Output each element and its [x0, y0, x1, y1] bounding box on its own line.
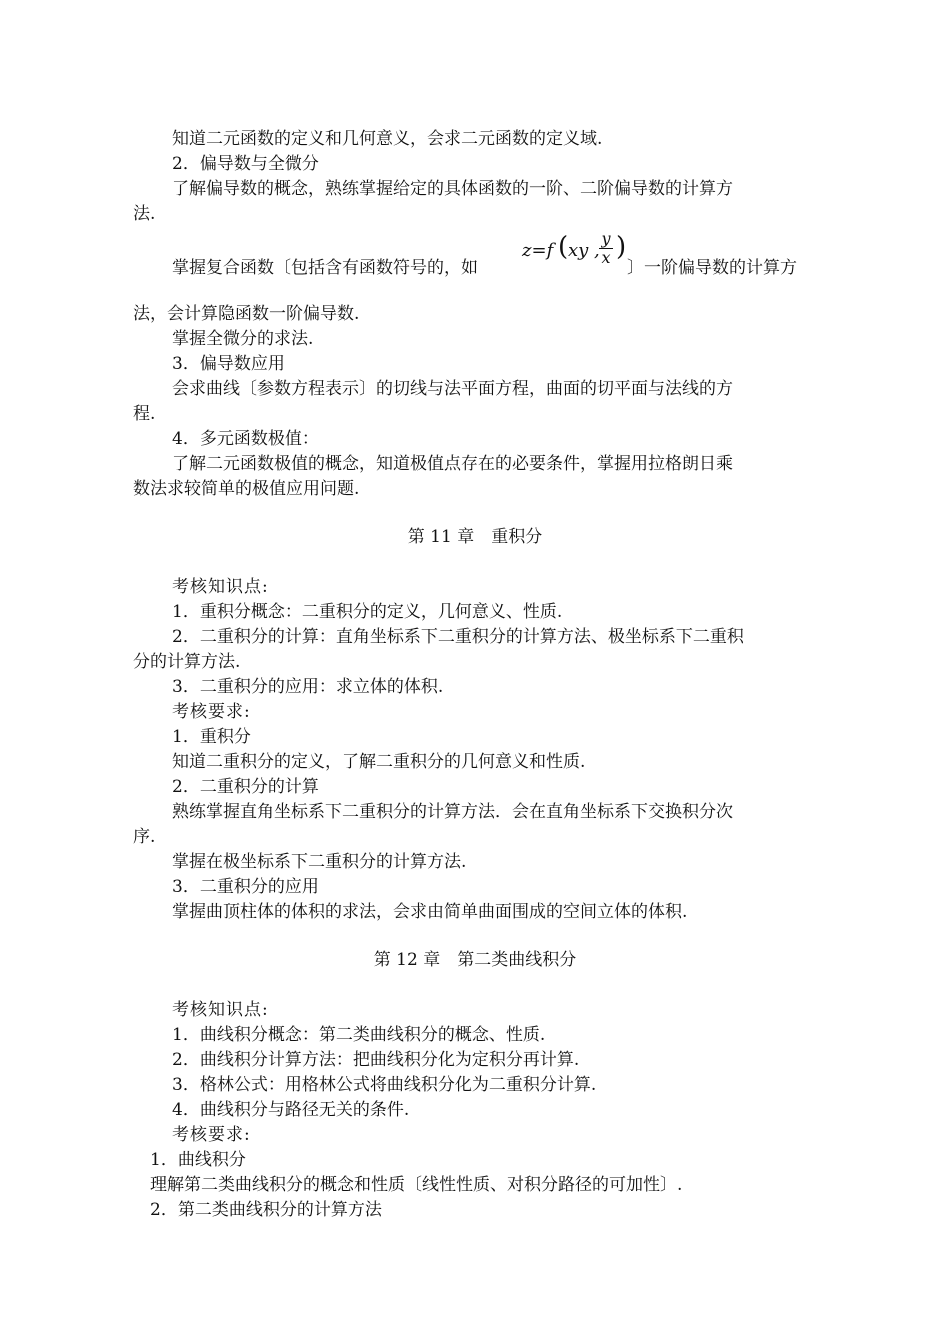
- text-line: 3．二重积分的应用: [172, 877, 319, 897]
- section-label: 考核要求:: [172, 1125, 251, 1145]
- text-line: 〕一阶偏导数的计算方: [627, 258, 797, 278]
- chapter-12-title: 第 12 章 第二类曲线积分: [373, 950, 577, 970]
- formula-paren-open: (: [558, 232, 569, 262]
- text-line: 4．曲线积分与路径无关的条件.: [172, 1100, 410, 1120]
- text-line: 3．偏导数应用: [172, 354, 285, 374]
- text-line: 掌握复合函数〔包括含有函数符号的，如: [172, 258, 478, 278]
- text-line: 掌握在极坐标系下二重积分的计算方法.: [172, 852, 467, 872]
- text-line: 2．曲线积分计算方法：把曲线积分化为定积分再计算.: [172, 1050, 580, 1070]
- text-line: 数法求较简单的极值应用问题.: [133, 479, 360, 499]
- text-line: 分的计算方法.: [133, 652, 241, 672]
- text-line: 了解偏导数的概念，熟练掌握给定的具体函数的一阶、二阶偏导数的计算方: [172, 179, 733, 199]
- text-line: 掌握全微分的求法.: [172, 329, 314, 349]
- formula: [522, 230, 632, 274]
- text-line: 1．重积分: [172, 727, 251, 747]
- text-line: 法，会计算隐函数一阶偏导数.: [133, 304, 360, 324]
- formula-fraction: [599, 230, 613, 267]
- text-line: 程.: [133, 404, 156, 424]
- text-line: 3．格林公式：用格林公式将曲线积分化为二重积分计算.: [172, 1075, 597, 1095]
- text-line: 2．二重积分的计算：直角坐标系下二重积分的计算方法、极坐标系下二重积: [172, 627, 744, 647]
- text-line: 理解第二类曲线积分的概念和性质〔线性性质、对积分路径的可加性〕.: [150, 1175, 683, 1195]
- formula-lhs: z=f: [522, 240, 554, 261]
- text-line: 4．多元函数极值：: [172, 429, 319, 449]
- text-line: 1．重积分概念：二重积分的定义，几何意义、性质.: [172, 602, 563, 622]
- text-line: 1．曲线积分: [150, 1150, 246, 1170]
- text-line: 知道二元函数的定义和几何意义，会求二元函数的定义域.: [172, 129, 603, 149]
- text-line: 2．二重积分的计算: [172, 777, 319, 797]
- formula-paren-close: ): [616, 232, 627, 262]
- formula-args: xy ,: [568, 240, 600, 261]
- text-line: 3．二重积分的应用：求立体的体积.: [172, 677, 444, 697]
- text-line: 序.: [133, 827, 156, 847]
- formula-denominator: x: [601, 248, 611, 267]
- section-label: 考核要求:: [172, 702, 251, 722]
- section-label: 考核知识点:: [172, 577, 269, 597]
- text-line: 1．曲线积分概念：第二类曲线积分的概念、性质.: [172, 1025, 546, 1045]
- text-line: 2．第二类曲线积分的计算方法: [150, 1200, 382, 1220]
- section-label: 考核知识点:: [172, 1000, 269, 1020]
- chapter-11-title: 第 11 章 重积分: [407, 527, 543, 547]
- text-line: 会求曲线〔参数方程表示〕的切线与法平面方程，曲面的切平面与法线的方: [172, 379, 733, 399]
- text-line: 2．偏导数与全微分: [172, 154, 319, 174]
- text-line: 知道二重积分的定义，了解二重积分的几何意义和性质.: [172, 752, 586, 772]
- text-line: 熟练掌握直角坐标系下二重积分的计算方法．会在直角坐标系下交换积分次: [172, 802, 733, 822]
- text-line: 掌握曲顶柱体的体积的求法，会求由简单曲面围成的空间立体的体积.: [172, 902, 688, 922]
- formula-numerator: y: [601, 229, 611, 248]
- text-line: 法.: [133, 204, 156, 224]
- text-line: 了解二元函数极值的概念，知道极值点存在的必要条件，掌握用拉格朗日乘: [172, 454, 733, 474]
